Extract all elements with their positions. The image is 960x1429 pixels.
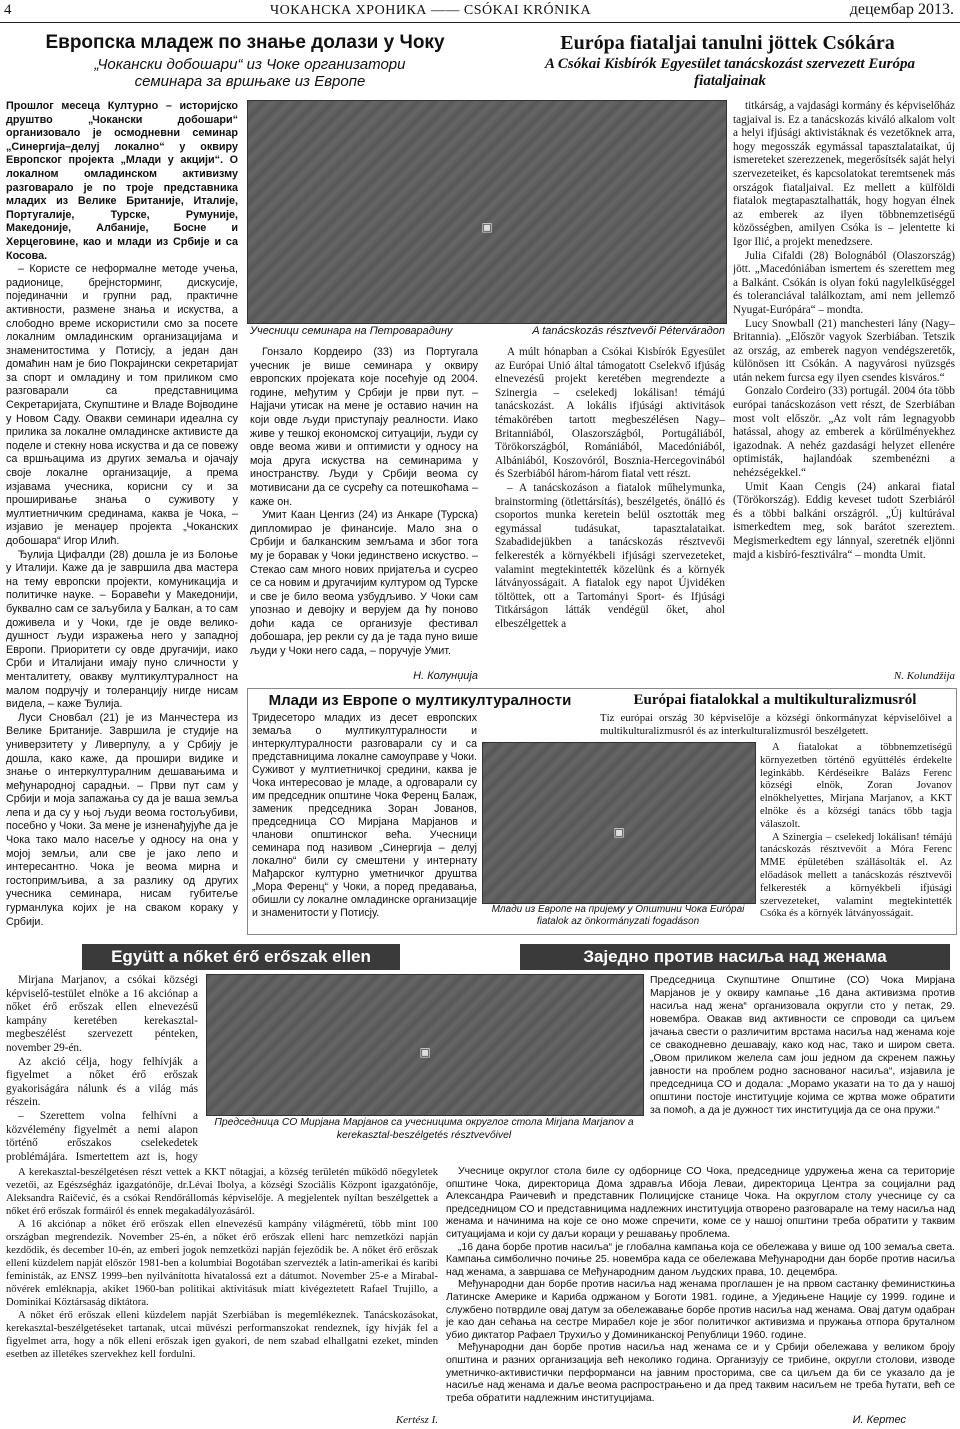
hungarian-paragraph: A 16 akciónap a nőket érő erőszak ellen elnevezésű kampány világméretű, több mint 100 országban megrendezik. November 25-én, a nőket érő erőszak elleni harc nemzetközi napján kezdődik, és december 10-én, az emberi jogok nemzetközi napján fejeződik be. A nőket érő erőszak elleni küzdelem napját először 1981-ben a kolumbiai Bogotában szervezték a latin-amerikai és karibi feministák, az ENSZ 1999–ben nyilvánította hivatalossá ezt a dátumot. November 25-e a Mirabal-nővérek emléknapja, akiket 1960-ban politikai aktivitásuk miatt kivégeztetett Rafael Trujillo, a Dominikai Köztársaság diktátora.: [6, 1219, 438, 1308]
hungarian-paragraph: – A tanácskozáson a fiatalok műhelymunka, brainstorming (ötlettársítás), beszélgetés, önálló és csoportos munka keretein belül osztották meg egymással tudásukat, tapasztalataikat. Szabadidejükben a tanácskozás résztvevői felkeresték a környékbeli ifjúsági szervezeteket, valamint megtekintették közelünk és a környék látványosságait. A fiatalok egy napot Újvidéken töltöttek, ott a Tartományi Sport- és Ifjúsági Titkárságon látták vendégül őket, ahol elbeszélgettek a: [495, 481, 725, 630]
reception-hungarian-headline: Európai fiatalokkal a multikulturalizmusról: [633, 692, 917, 708]
photo-placeholder-icon: ▣: [481, 220, 493, 235]
hungarian-paragraph: A fiatalokat a többnemzetiségű környezetben történő együttélés érdekelte leginkább. Kérdéseikre Balázs Ferenc községi elnök, Zoran Jovanov elnökhelyettes, Mirjana Marjanov, a KKT elnöke és a községi tanács tőbb tagja válaszolt.: [760, 742, 952, 830]
serbian-paragraph: – Користе се неформалне методе учења, радионице, брејнсторминг, дискусије, појединачни и групни рад, практичне активности, размене знања и искуства, а слободно време искористили смо за посете локалним омладинским организацијама и знаменитостима у Потисју, а један дан домаћин нам је био Покрајински секретаријат за спорт и омладину и том приликом смо разговарали са представницима Секретаријата, Скупштине и Владе Војводине у Новом Саду. Овакви семинари идеална су прилика за локалне омладинске активисте да поделе и стекну нова искуства и да се повежу са вршњацима из других земаља и ојачају своје локалне организације, а према изјавама учесника, корисни су и за проширивање знања о суживоту у мултиетничким срединама, каква је Чока, – изјавио је менаџер пројекта „Чоканских добошара“ Игор Илић.: [6, 263, 238, 547]
serbian-paragraph: Међународни дан борбе против насиља над женама проглашен је на првом састанку феминисткиња Латинске Америке и Кариба одржаном у Боготи 1981. године, а Уједињене Нације су 1999. године и службено потврдиле овај датум за обележавање борбе против насиља над женама. Овај датум одабран је као дан сећања на сестре Мирабел које је због политичког активизма и пружања отпора бруталном убио диктатор Рафаел Трухиљо у Доминиканској Републици 1960. године.: [446, 1279, 955, 1341]
serbian-paragraph: Учеснице округлог стола биле су одборнице СО Чока, председнице удружења жена са територије општине Чока, директорица Дома здравља Ибоја Леваи, директорица Центра за социјални рад Александра Раичевић и представник Полицијске станице Чока. На округлом столу учеснице су са председницом СО и представницима надлежних институција отворено разговарале на тему насиља над женама и начинима на које се оно може спречити, коме се у нашој општини треба обратити у таквим ситуацијама и који су даљи кораци у решавању проблема.: [446, 1166, 955, 1240]
hungarian-column: [495, 346, 725, 678]
serbian-paragraph: Гонзало Кордеиро (33) из Португала учесник је више семинара у оквиру европских пројеката које посећује од 2004. године, међутим у Србији је први пут. – Најјачи утисак на мене је оставио начин на који овде људи приступају реалности. Иако живе у тешкој економској ситуацији, људи су овде веома живи и оптимисти у односу на моја друга искуства на семинарима у иностранству. Људи у Србији веома су мотивисани да се сусрећу са потешкоћама – каже он.: [250, 346, 478, 508]
reception-serbian-headline: Млади из Европе о мултикултуралности: [268, 692, 572, 709]
serbian-headline: Европска младеж по знање долази у Чоку: [45, 32, 445, 53]
serbian-column-2: [250, 346, 478, 666]
group-photo: [247, 100, 727, 324]
hungarian-subheadline: A Csókai Kisbírók Egyesület tanácskozást szervezett Európa fiataljainak: [544, 56, 916, 89]
violence-hungarian-band: Együtt a nőket érő erőszak ellen: [82, 944, 400, 970]
serbian-lead: Прошлог месеца Културно – историјско друштво „Чокански добошари“ организовало је осмодневни семинар „Синергија–делуј локално“ у оквиру Европског пројекта „Млади у акцији“. О локалном омладинском активизму разговарало је по троје представника младих из Велике Британије, Италије, Португалије, Турске, Румуније, Македоније, Албаније, Босне и Херцеговине, као и млади из Србије и са Косова.: [6, 100, 238, 262]
violence-hungarian-intro: [6, 974, 198, 1164]
hungarian-headline: Európa fiataljai tanulni jöttek Csókára: [560, 32, 895, 54]
hungarian-paragraph: Gonzalo Cordeiro (33) portugál. 2004 óta több európai tanácskozáson vett részt, de Szerbiában most volt először. „Az volt rám legnagyobb hatással, ahogy az emberek a körülményekhez igazodnak. A nehéz gazdasági helyzet ellenére optimisták, hajlandóak szembenézni a nehézségekkel.“: [733, 385, 955, 480]
serbian-signature: Н. Колунџија: [413, 670, 478, 682]
photo-caption-hungarian: A tanácskozás résztvevői Pétervárадon: [532, 325, 725, 337]
page-header: [0, 0, 960, 23]
reception-serbian-text: Тридесеторо младих из десет европских земаља о мултикултуралности и интеркултуралности разговарали су и са представницима локалне самоуправе у Чоки. Суживот у мултиетничкој средини, каква је Чока интересовао је младе, а одговарали су им председник општине Чока Ференц Балаж, заменик председника Зоран Јованов, председница СО Мирјана Марјанов и чланови општинског већа. Учесници семинара под називом „Синергија – делуј локално“ били су смештени у интернату Мађарског културно уметничког друштва „Мора Ференц“ у Чоки, а поред предавања, обишли су локалне омладинске организације и знаменитости у Потисју.: [252, 712, 477, 919]
hungarian-paragraph: Umit Kaan Cengis (24) ankarai fiatal (Törökország). Eddig keveset tudott Szerbiáról és a többi balkáni országról. „Új kultúrával ismerkedtem meg, sok barátot szereztem. Megismerkedtem egy lánnyal, szeretnék eljönni majd a kisbíró-fesztiválra“ – mondta Umit.: [733, 480, 955, 561]
hungarian-paragraph: A Szinergia – cselekedj lokálisan! témájú tanácskozás résztvevőit a Móra Ferenc MME épületében szállásolták el. Az előadások mellett a tanácskozás résztvevői felkeresték a környékbeli ifjúsági szervezeteket, valamint megtekintették Csóka és a környék látványosságait.: [760, 831, 952, 920]
serbian-subheadline: „Чокански добошари“ из Чоке организатори семинара за вршњаке из Европе: [94, 56, 406, 90]
hungarian-signature: N. Kolundžija: [893, 670, 955, 682]
page-number: 4: [4, 2, 12, 18]
hungarian-paragraph: Lucy Snowball (21) manchesteri lány (Nagy–Britannia). „Először vagyok Szerbiában. Tetszik az ország, az emberek nagyon vendégszeretők, különösen itt Csókán. A nagyvárosi nyüzsgés után nekem furcsa egy ilyen csendes kisváros.“: [733, 317, 955, 384]
violence-hungarian-body: [6, 1166, 438, 1416]
reception-hungarian-text: [760, 742, 952, 928]
hungarian-paragraph: A kerekasztal-beszélgetésen részt vettek a KKT nőtagjai, a község területén működő nőegyletek vezetői, az Egészségház igazgatónője, dr.Lévai Ibolya, a községi Szociális Központ igazgatónője, Aleksandra Raičević, és a csókai Rendőrállomás képviselője. A megjelentek nyíltan beszélgettek a nőket érő erőszak formáiról és ennek megakadályozásáról.: [6, 1167, 438, 1217]
photo-placeholder-icon: ▣: [613, 825, 625, 839]
reception-photo-caption: Млади из Европе на пријему у Општини Чока Európai fiatalok az önkormányzati fogadáson: [491, 904, 745, 927]
violence-serbian-body: [446, 1166, 955, 1414]
hungarian-paragraph: A múlt hónapban a Csókai Kisbírók Egyesület az Európai Unió által támogatott Cselekvő ifjúság elnevezésű projekt keretében megrendezte a Szinergia – cselekedj lokálisan! témájú tanácskozást. A lokális ifjúsági aktivitások témakörében tartott megbeszélésen Nagy–Britanniából, Olaszországból, Portugáliából, Törökországból, Romániából, Macedóniából, Albániából, Koszovóról, Bosznia-Hercegovinából és Szerbiából három-három fiatal vett részt.: [495, 346, 725, 481]
violence-serbian-band: Заједно против насиља над женама: [520, 944, 950, 970]
reception-photo: [482, 742, 756, 904]
photo-caption-serbian: Учесници семинара на Петроварадину: [250, 325, 453, 337]
hungarian-paragraph: Az akció célja, hogy felhívják a figyelmet a nőket érő erőszak gyakoriságára nálunk és a világ más részein.: [6, 1055, 198, 1109]
serbian-paragraph: Међународни дан борбе против насиља над женама се и у Србији обележава у великом броју општина и разних организација већ неколико година. Организују се трибине, округли столови, изводе уметничко-активистички перформанси на јавним просторима, све са циљем да би се указало да је насиље над женама и даље веома распрострањено и да пред таквим насиљем не треба ћутати, већ се треба обратити надлежним институцијама.: [446, 1342, 955, 1404]
hungarian-paragraph: Julia Cifaldi (28) Bolognából (Olaszország) jött. „Macedóniában ismertem és szerettem meg a Balkánt. Csókán is olyan fokú nagylelkűséggel és toleranciával találkoztam, ami nem jellemző Nyugat-Európára“ – mondta.: [733, 249, 955, 316]
issue-date: децембар 2013.: [849, 1, 954, 18]
newspaper-title: ЧОКАНСКА ХРОНИКА —— CSÓKAI KRÓNIKA: [270, 3, 592, 18]
violence-hungarian-signature: Kertész I.: [395, 1414, 438, 1426]
serbian-paragraph: Ђулија Цифалди (28) дошла је из Болоње у Италији. Каже да је завршила два мастера на тему европски пројекти, комуникација и политичке науке. – Боравећи у Македонији, буквално сам се заљубила у Балкан, а то сам доживела и у Чоки, где је овде велико-душност људи изражења него у западној Европи. Приоритети су овде другачији, иако Срби и Италијани имају пуно сличности у менталитету, овакву мултикултуралност на малом подручју и толеранцију нигде нисам видела, – каже Ђулија.: [6, 548, 238, 711]
serbian-paragraph: „16 дана борбе против насиља“ је глобална кампања која се обележава у више од 100 земаља света. Кампања симболично почиње 25. новембра када се обележава Међународни дан борбе против насиља над женама, а завршава се Међународним даном људских права, 10. децембра.: [446, 1241, 955, 1278]
photo-placeholder-icon: ▣: [419, 1045, 431, 1059]
roundtable-photo-caption: Председница СО Мирјана Марјанов са учесницима округлог стола Mirjana Marjanov a kerekasztal-beszélgetés résztvevőivel: [214, 1117, 634, 1141]
hungarian-paragraph: A nőket érő erőszak elleni küzdelem napját Szerbiában is megemlékeznek. Tanácskozásokat, kerekasztal-beszélgetéseket tartanak, utcai művészi performanszokat rendeznek, így hívják fel a figyelmet arra, hogy a nők elleni erőszak igen gyakori, de nem szabad elhallgatni ezeket, minden esetben az illetékes szervekhez kell fordulni.: [6, 1310, 438, 1360]
hungarian-paragraph: – Szerettem volna felhívni a közvélemény figyelmét a nemi alapon történő erőszakos cselekedetek problémájára. Ismertettem azt is, hogy: [6, 1109, 198, 1163]
roundtable-photo: [206, 974, 644, 1116]
hungarian-column-2: [733, 100, 955, 670]
violence-serbian-intro: Председница Скупштине Општине (СО) Чока Мирјана Марјанов је у оквиру кампање „16 дана активизма против насиља над жена“ организовала округли сто у петак, 29. новембра. Овакав вид активности се спроводи са циљем јачања свести о различитим врстама насиља над женама које се свакодневно дешавају, како код нас, тако и широм света. „Овом приликом желела сам још једном да скренем пажњу јавности на проблем родно заснованог насиља“, изјавила је председница СО и додала: „Морамо указати на то да у нашој општини постоје институције којима се жртва може обратити за помоћ, а да је дужност тих институција да се она пружи.“: [650, 975, 955, 1116]
reception-hungarian-intro: Tíz európai ország 30 képviselője a községi önkormányzat képviselőivel a multikulturalizmusról és az interkulturalizmusról beszélgetett.: [600, 712, 952, 737]
violence-serbian-signature: И. Кертес: [852, 1414, 906, 1426]
hungarian-paragraph: titkárság, a vajdasági kormány és képviselőház tagjaival is. Ez a tanácskozás kiváló alkalom volt a helyi ifjúsági aktivistáknak és vezetőknek arra, hogy megosszák egymással tapasztalataikat, új ismereteket szerezzenek, megerősítsék saját helyi szervezeteiket, és kapcsolatokat teremtsenek más országok fiataljaival. Ez mellett a külföldi fiatalok megtapasztalhatták, hogy hogyan élnek az emberek az ilyen többnemzetiségű közösségben, amilyen Csóka is – jelentette ki Igor Ilić, a projekt menedzsere.: [733, 100, 955, 248]
serbian-paragraph: Луси Сновбал (21) је из Манчестера из Велике Британије. Завршила је студије на универзитету у Ливерпулу, а у Србију је дошла, како каже, да прошири видике и знање о интеркултуралним дешавањима и међународној сарадњи. – Први пут сам у Србији и моја запажања су да је ваша земља лепа и да су у њој људи веома гостољубиви, посебно у Чоки. За мене је изненађујуће да је Чока тако мало насеље у односу на она у мојој земљи, али све је јако лепо и интересантно. Чока је веома мирна и гостопримљива, а за разлику од других учесника семинара, нисам губитеље гурманлука којих је на сваком кораку у Србији.: [6, 711, 238, 928]
serbian-column: [6, 100, 238, 942]
hungarian-paragraph: Mirjana Marjanov, a csókai községi képviselő-testület elnöke a 16 akciónap a nőket érő erőszak ellen elnevezésű kampány keretében kerekasztal-megbeszélést szervezett pénteken, november 29-én.: [6, 974, 198, 1054]
serbian-paragraph: Умит Каан Ценгиз (24) из Анкаре (Турска) дипломирао је финансије. Мало зна о Србији и балканским земљама и због тога му је боравак у Чоки јединствено искуство. – Стекао сам много нових пријатеља и сусрео се са новим и другачијим културом од Турске и све је било веома узбудљиво. У Чоки сам упознао и девојку и верујем да ћу поново доћи када се организује фестивал добошара, јер рекли су да је тада пуно више људи у Чоки него сада, – поручује Умит.: [250, 509, 478, 658]
